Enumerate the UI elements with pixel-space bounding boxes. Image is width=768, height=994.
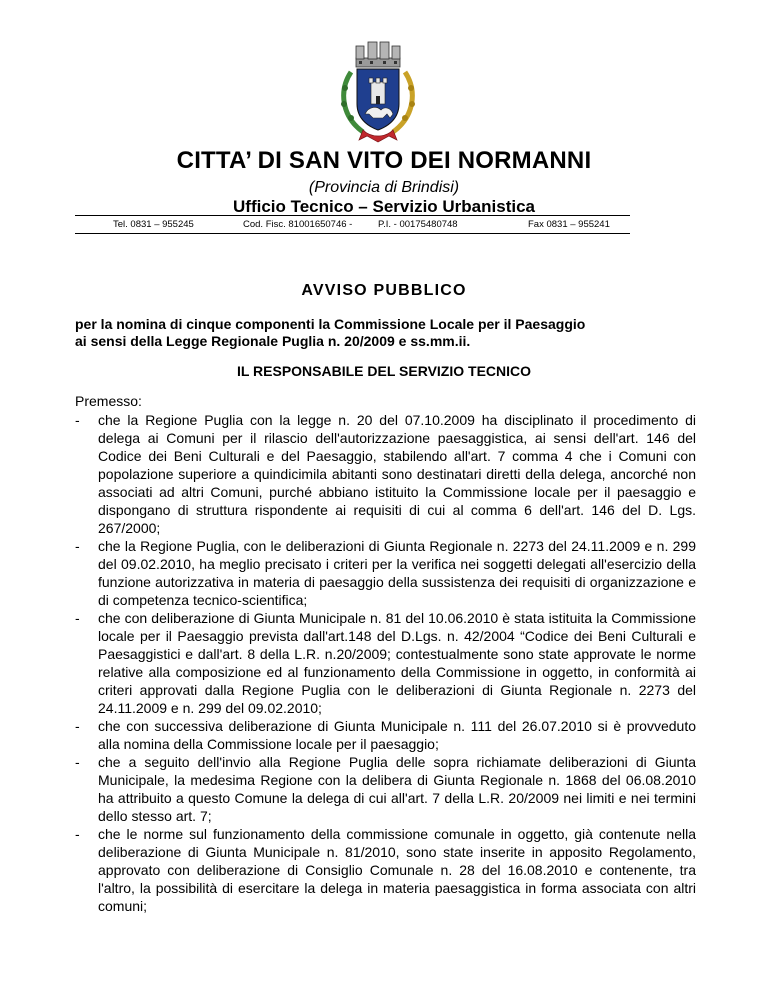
premise-item [75,825,696,915]
premise-text: che le norme sul funzionamento della commissione comunale in oggetto, già contenute nella deliberazione di Giunta Municipale n. 81/2010, sono state inserite in apposito Regolamento, approvato con deliberazione di Consiglio Comunale n. 28 del 16.08.2010 e contenente, tra l'altro, la possibilità di esercitare la delega in materia paesaggistica in forma associata con altri comuni; [98,826,696,914]
premise-item [75,717,696,753]
city-title: CITTA’ DI SAN VITO DEI NORMANNI [176,147,592,174]
office-name: Ufficio Tecnico – Servizio Urbanistica [233,197,535,216]
fax-number: Fax 0831 – 955241 [528,219,610,230]
premise-item [75,753,696,825]
bullet-dash: - [75,538,80,554]
premises-label: Premesso: [75,393,142,409]
premise-text: che con successiva deliberazione di Giunta Municipale n. 111 del 26.07.2010 si è provveduto alla nomina della Commissione locale per il paesaggio; [98,718,696,752]
subject-line-1: per la nomina di cinque componenti la Commissione Locale per il Paesaggio [75,316,586,332]
premise-item [75,609,696,717]
tower-icon [369,78,387,104]
ribbon-icon [359,130,397,142]
premise-text: che a seguito dell'invio alla Regione Puglia delle sopra richiamate deliberazioni di Giunta Municipale, la medesima Regione con la delibera di Giunta Regionale n. 1868 del 06.08.2010 ha attribuito a questo Comune la delega di cui all'art. 7 della L.R. 20/2009 nei limiti e nei termini dello stesso art. 7; [98,754,696,824]
bullet-dash: - [75,412,80,428]
province-subtitle: (Provincia di Brindisi) [308,179,460,196]
premise-text: che la Regione Puglia, con le deliberazioni di Giunta Regionale n. 2273 del 24.11.2009 e n. 299 del 09.02.2010, ha meglio precisato i criteri per la verifica nei soggetti delegati all'esercizio della funzione autorizzativa in materia di paesaggio della sussistenza dei requisiti di organizzazione e di competenza tecnico-scientifica; [98,538,696,608]
premise-item [75,537,696,609]
crown-icon [356,42,400,67]
bullet-dash: - [75,718,80,734]
telephone-number: Tel. 0831 – 955245 [113,219,194,230]
bullet-dash: - [75,826,80,842]
notice-title: AVVISO PUBBLICO [301,282,467,299]
bullet-dash: - [75,754,80,770]
subject-line-2: ai sensi della Legge Regionale Puglia n. 20/2009 e ss.mm.ii. [75,333,471,349]
tax-code: Cod. Fisc. 81001650746 - [243,219,353,230]
contact-bar [75,215,630,234]
bullet-dash: - [75,610,80,626]
premise-text: che con deliberazione di Giunta Municipale n. 81 del 10.06.2010 è stata istituita la Commissione locale per il Paesaggio prevista dall'art.148 del D.Lgs. n. 42/2004 “Codice dei Beni Culturali e Paesaggistici e dall'art. 8 della L.R. n.20/2009; contestualmente sono state approvate le norme relative alla composizione ed al funzionamento della Commissione in oggetto, in conformità ai criteri approvati dalla Regione Puglia con le deliberazioni di Giunta Regionale n. 2273 del 24.11.2009 e n. 299 del 09.02.2010; [98,610,696,716]
municipal-crest-icon [333,38,423,146]
premise-text: che la Regione Puglia con la legge n. 20 del 07.10.2009 ha disciplinato il procedimento di delega ai Comuni per il rilascio dell'autorizzazione paesaggistica, ai sensi dell'art. 146 del Codice dei Beni Culturali e del Paesaggio, stabilendo all'art. 7 comma 4 che i Comuni con popolazione superiore a quindicimila abitanti sono destinatari diretti della delega, ancorché non associati ad altri Comuni, purché abbiano istituito la Commissione locale per il paesaggio e dispongano di struttura rispondente ai requisiti di cui al comma 6 dell'art. 146 del D. Lgs. 267/2000; [98,412,696,536]
responsible-heading: IL RESPONSABILE DEL SERVIZIO TECNICO [236,363,532,379]
vat-number: P.I. - 00175480748 [378,219,458,230]
premises-list [75,411,696,915]
premise-item [75,411,696,537]
notice-subject [75,316,695,350]
